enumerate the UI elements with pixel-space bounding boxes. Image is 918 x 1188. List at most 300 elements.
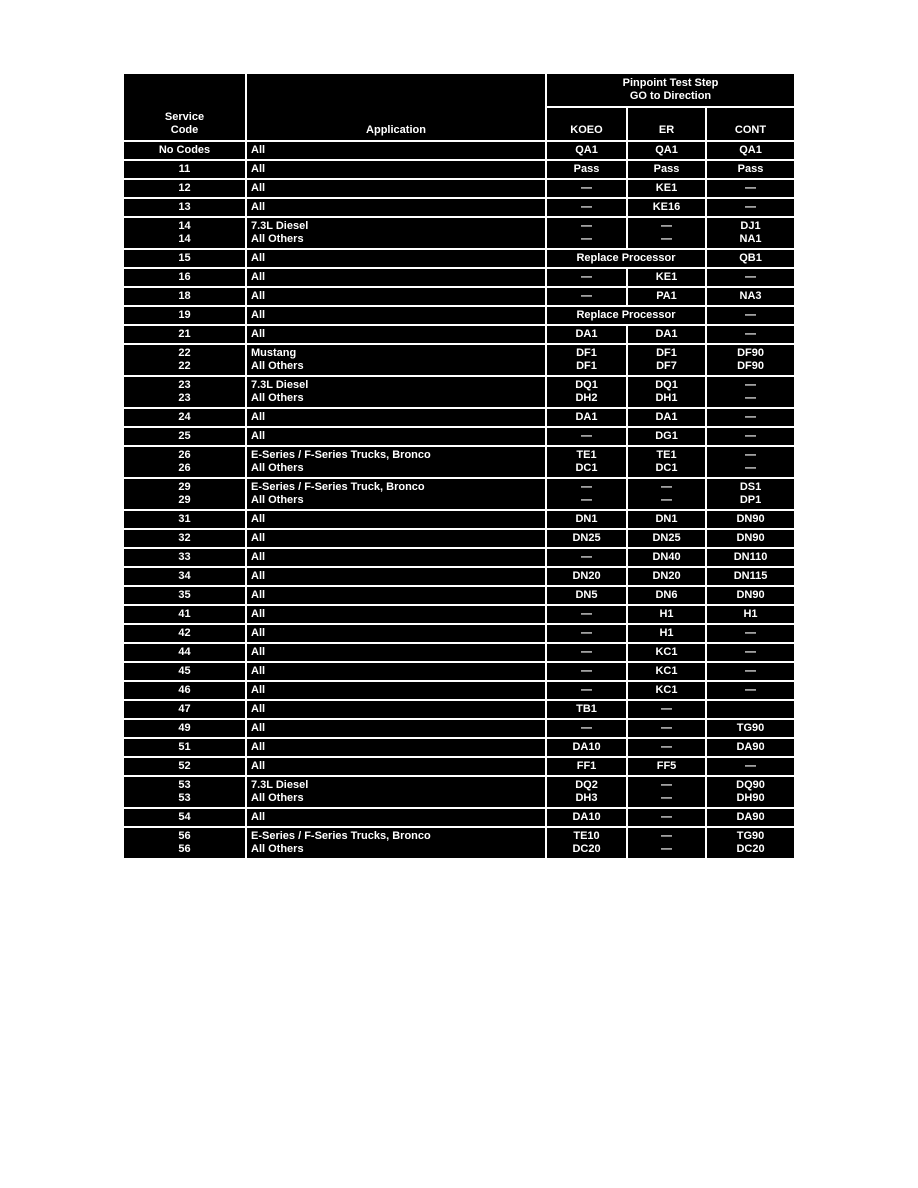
koeo-cell-line: — xyxy=(581,627,592,639)
koeo-cell-line: DN25 xyxy=(572,532,601,544)
cont-cell-line: — xyxy=(745,271,757,283)
service-code-cell-line: 35 xyxy=(178,589,191,601)
table-row xyxy=(124,701,794,720)
koeo-cell-line: DC20 xyxy=(572,843,601,855)
service-code-cell xyxy=(124,345,247,377)
application-cell-line: All Others xyxy=(251,360,304,372)
er-cell-line: — xyxy=(661,792,672,804)
application-cell-line: All xyxy=(251,811,266,823)
application-cell xyxy=(247,428,547,447)
table-row xyxy=(124,625,794,644)
table-row xyxy=(124,345,794,377)
table-row xyxy=(124,218,794,250)
application-cell xyxy=(247,511,547,530)
service-code-cell-line: 53 xyxy=(178,779,191,791)
application-cell-line: All xyxy=(251,513,266,525)
service-code-cell xyxy=(124,758,247,777)
replace-processor-cell xyxy=(547,307,707,326)
cont-cell-line: — xyxy=(745,646,757,658)
application-cell xyxy=(247,701,547,720)
cont-cell-line: DF90 xyxy=(737,360,764,372)
koeo-cell xyxy=(547,682,628,701)
service-code-cell xyxy=(124,479,247,511)
application-cell xyxy=(247,142,547,161)
table-body xyxy=(124,142,794,860)
er-cell xyxy=(628,199,707,218)
service-code-cell-line: 22 xyxy=(178,347,191,359)
koeo-cell-line: DA10 xyxy=(572,811,601,823)
application-cell xyxy=(247,587,547,606)
table-row xyxy=(124,568,794,587)
service-code-cell-line: 34 xyxy=(178,570,191,582)
cont-cell-line: — xyxy=(745,627,757,639)
er-cell xyxy=(628,606,707,625)
service-code-cell xyxy=(124,530,247,549)
koeo-cell xyxy=(547,479,628,511)
table-row xyxy=(124,739,794,758)
application-cell-line: Mustang xyxy=(251,347,297,359)
service-code-cell-line: 21 xyxy=(178,328,191,340)
koeo-cell-line: DN1 xyxy=(575,513,598,525)
table-row xyxy=(124,549,794,568)
cont-cell-line: — xyxy=(745,665,757,677)
er-cell xyxy=(628,568,707,587)
table-row xyxy=(124,758,794,777)
service-code-cell-line: 52 xyxy=(178,760,191,772)
koeo-cell xyxy=(547,739,628,758)
cont-header: CONT xyxy=(707,108,794,142)
service-code-header xyxy=(124,74,247,142)
application-cell-line: All xyxy=(251,665,266,677)
cont-cell xyxy=(707,447,794,479)
cont-cell xyxy=(707,479,794,511)
koeo-cell-line: — xyxy=(581,233,592,245)
application-cell xyxy=(247,409,547,428)
cont-cell xyxy=(707,161,794,180)
koeo-cell xyxy=(547,161,628,180)
cont-cell xyxy=(707,549,794,568)
service-code-cell xyxy=(124,199,247,218)
er-cell xyxy=(628,218,707,250)
koeo-cell-line: DH2 xyxy=(575,392,598,404)
er-cell-line: DN20 xyxy=(652,570,681,582)
application-cell-line: All xyxy=(251,722,266,734)
er-cell xyxy=(628,625,707,644)
er-cell xyxy=(628,530,707,549)
koeo-cell xyxy=(547,606,628,625)
er-cell-line: DH1 xyxy=(655,392,678,404)
application-cell-line: All xyxy=(251,646,266,658)
cont-cell xyxy=(707,218,794,250)
application-cell xyxy=(247,625,547,644)
cont-cell xyxy=(707,142,794,161)
er-cell xyxy=(628,682,707,701)
pinpoint-test-step-header xyxy=(547,74,794,108)
cont-cell xyxy=(707,307,794,326)
koeo-cell-line: DN20 xyxy=(572,570,601,582)
er-cell-line: KC1 xyxy=(655,646,678,658)
koeo-cell-line: TE1 xyxy=(576,449,597,461)
application-cell xyxy=(247,218,547,250)
koeo-cell-line: FF1 xyxy=(576,760,597,772)
service-code-cell xyxy=(124,682,247,701)
koeo-cell xyxy=(547,377,628,409)
er-cell-line: DC1 xyxy=(655,462,678,474)
cont-cell-line: DP1 xyxy=(739,494,762,506)
application-cell-line: All xyxy=(251,163,266,175)
er-cell-line: H1 xyxy=(659,627,674,639)
application-cell-line: All xyxy=(251,411,266,423)
application-cell-line: All xyxy=(251,252,266,264)
application-cell xyxy=(247,377,547,409)
koeo-cell-line: DF1 xyxy=(576,360,597,372)
application-cell-line: All xyxy=(251,741,266,753)
koeo-cell xyxy=(547,549,628,568)
cont-cell-line: DN90 xyxy=(736,532,765,544)
service-code-cell-line: 13 xyxy=(178,201,191,213)
koeo-cell xyxy=(547,828,628,860)
koeo-cell-line: — xyxy=(581,430,592,442)
er-cell-line: DA1 xyxy=(655,328,678,340)
application-cell-line: All xyxy=(251,290,266,302)
er-cell-line: DN25 xyxy=(652,532,681,544)
koeo-cell xyxy=(547,142,628,161)
cont-cell xyxy=(707,720,794,739)
cont-cell-line: QA1 xyxy=(739,144,762,156)
cont-cell-line: — xyxy=(745,379,757,391)
application-cell-line: All xyxy=(251,570,266,582)
koeo-cell xyxy=(547,777,628,809)
cont-cell xyxy=(707,345,794,377)
er-cell-line: — xyxy=(661,233,672,245)
er-cell xyxy=(628,428,707,447)
application-cell xyxy=(247,644,547,663)
service-code-cell xyxy=(124,326,247,345)
table-row xyxy=(124,409,794,428)
table-row xyxy=(124,142,794,161)
er-cell xyxy=(628,758,707,777)
er-cell xyxy=(628,701,707,720)
service-code-cell-line: 25 xyxy=(178,430,191,442)
cont-cell-line: QB1 xyxy=(739,252,762,264)
er-cell xyxy=(628,326,707,345)
koeo-cell xyxy=(547,530,628,549)
koeo-cell-line: TE10 xyxy=(573,830,600,842)
koeo-cell-line: DA1 xyxy=(575,411,598,423)
er-cell xyxy=(628,828,707,860)
application-cell xyxy=(247,530,547,549)
application-cell-line: All Others xyxy=(251,792,304,804)
application-cell xyxy=(247,250,547,269)
koeo-cell xyxy=(547,288,628,307)
koeo-cell xyxy=(547,345,628,377)
cont-cell-line: — xyxy=(745,760,757,772)
service-code-cell-line: 44 xyxy=(178,646,191,658)
application-cell xyxy=(247,199,547,218)
koeo-cell-line: — xyxy=(581,608,592,620)
koeo-cell xyxy=(547,701,628,720)
koeo-cell xyxy=(547,758,628,777)
cont-cell-line: — xyxy=(745,684,757,696)
cont-cell-line: — xyxy=(745,462,757,474)
er-cell-line: PA1 xyxy=(656,290,677,302)
service-code-cell-line: 23 xyxy=(178,379,191,391)
cont-cell xyxy=(707,809,794,828)
cont-cell-line: TG90 xyxy=(736,830,765,842)
er-cell-line: TE1 xyxy=(656,449,677,461)
cont-cell xyxy=(707,511,794,530)
application-cell-line: All xyxy=(251,608,266,620)
er-cell xyxy=(628,587,707,606)
service-code-cell xyxy=(124,739,247,758)
er-cell-line: Pass xyxy=(653,163,680,175)
pinpoint-header-line: GO to Direction xyxy=(629,90,712,102)
er-cell-line: DN40 xyxy=(652,551,681,563)
application-cell xyxy=(247,777,547,809)
service-code-cell-line: 16 xyxy=(178,271,191,283)
service-code-cell xyxy=(124,587,247,606)
application-cell-line: All Others xyxy=(251,233,304,245)
er-cell xyxy=(628,739,707,758)
service-code-cell xyxy=(124,377,247,409)
application-cell-line: All xyxy=(251,430,266,442)
service-code-table xyxy=(124,74,794,860)
table-row xyxy=(124,682,794,701)
koeo-cell-line: — xyxy=(581,290,592,302)
table-row xyxy=(124,809,794,828)
table-row xyxy=(124,644,794,663)
application-cell-line: All xyxy=(251,703,266,715)
cont-cell xyxy=(707,701,794,720)
er-cell xyxy=(628,180,707,199)
koeo-cell-line: — xyxy=(581,551,592,563)
replace-processor-text: Replace Processor xyxy=(576,252,676,264)
service-code-cell-line: 42 xyxy=(178,627,191,639)
table-row xyxy=(124,180,794,199)
er-cell-line: DN6 xyxy=(655,589,678,601)
service-code-cell xyxy=(124,428,247,447)
service-code-cell xyxy=(124,161,247,180)
service-code-cell-line: 53 xyxy=(178,792,191,804)
application-cell xyxy=(247,758,547,777)
koeo-cell-line: — xyxy=(581,271,592,283)
cont-cell-line: — xyxy=(745,449,757,461)
application-cell xyxy=(247,326,547,345)
table-row xyxy=(124,199,794,218)
application-cell xyxy=(247,307,547,326)
er-cell-line: DN1 xyxy=(655,513,678,525)
application-cell-line: 7.3L Diesel xyxy=(251,379,309,391)
service-code-cell xyxy=(124,180,247,199)
cont-cell xyxy=(707,663,794,682)
application-cell-line: E-Series / F-Series Trucks, Bronco xyxy=(251,449,431,461)
table-row xyxy=(124,428,794,447)
cont-cell-line: DC20 xyxy=(736,843,765,855)
table-row xyxy=(124,606,794,625)
koeo-cell xyxy=(547,199,628,218)
service-code-cell xyxy=(124,568,247,587)
koeo-cell-line: DA1 xyxy=(575,328,598,340)
koeo-cell-line: — xyxy=(581,201,592,213)
table-row xyxy=(124,307,794,326)
application-cell-line: All Others xyxy=(251,462,304,474)
koeo-cell-line: DH3 xyxy=(575,792,598,804)
service-code-cell-line: 31 xyxy=(178,513,191,525)
er-cell xyxy=(628,549,707,568)
application-cell xyxy=(247,288,547,307)
service-code-cell-line: No Codes xyxy=(158,144,211,156)
cont-cell xyxy=(707,828,794,860)
cont-cell xyxy=(707,288,794,307)
application-cell xyxy=(247,828,547,860)
service-code-cell-line: 41 xyxy=(178,608,191,620)
cont-cell xyxy=(707,269,794,288)
application-cell xyxy=(247,606,547,625)
application-cell-line: All xyxy=(251,760,266,772)
cont-cell-line: — xyxy=(745,182,757,194)
service-code-cell-line: 26 xyxy=(178,449,191,461)
table-row xyxy=(124,587,794,606)
er-cell-line: FF5 xyxy=(656,760,677,772)
cont-cell-line: NA3 xyxy=(739,290,762,302)
table-row xyxy=(124,288,794,307)
application-cell-line: All xyxy=(251,201,266,213)
er-cell xyxy=(628,479,707,511)
er-cell-line: DF7 xyxy=(656,360,677,372)
table-row xyxy=(124,530,794,549)
er-cell-line: KE1 xyxy=(655,182,678,194)
koeo-cell xyxy=(547,511,628,530)
service-code-cell-line: 15 xyxy=(178,252,191,264)
er-cell-line: DG1 xyxy=(655,430,678,442)
cont-cell xyxy=(707,428,794,447)
table-row xyxy=(124,777,794,809)
service-code-cell-line: 56 xyxy=(178,843,191,855)
application-cell-line: All Others xyxy=(251,843,304,855)
koeo-cell xyxy=(547,428,628,447)
application-cell xyxy=(247,447,547,479)
er-cell xyxy=(628,377,707,409)
cont-cell-line: DH90 xyxy=(736,792,765,804)
er-cell xyxy=(628,511,707,530)
service-code-cell-line: 56 xyxy=(178,830,191,842)
er-cell xyxy=(628,644,707,663)
er-cell xyxy=(628,269,707,288)
cont-cell-line: NA1 xyxy=(739,233,762,245)
koeo-cell-line: — xyxy=(581,665,592,677)
service-code-cell xyxy=(124,511,247,530)
koeo-cell xyxy=(547,409,628,428)
service-code-cell xyxy=(124,269,247,288)
pinpoint-header-line: Pinpoint Test Step xyxy=(622,77,719,89)
koeo-header: KOEO xyxy=(547,108,628,142)
table-row xyxy=(124,377,794,409)
service-code-header-line: Code xyxy=(170,124,199,136)
er-cell xyxy=(628,142,707,161)
koeo-cell xyxy=(547,720,628,739)
service-code-cell xyxy=(124,663,247,682)
service-code-cell-line: 12 xyxy=(178,182,191,194)
service-code-cell-line: 18 xyxy=(178,290,191,302)
service-code-cell-line: 22 xyxy=(178,360,191,372)
service-code-cell-line: 23 xyxy=(178,392,191,404)
er-cell-line: KE16 xyxy=(652,201,681,213)
koeo-cell-line: DC1 xyxy=(575,462,598,474)
application-cell-line: E-Series / F-Series Truck, Bronco xyxy=(251,481,425,493)
application-cell xyxy=(247,663,547,682)
cont-cell-line: — xyxy=(745,411,757,423)
er-cell-line: KC1 xyxy=(655,665,678,677)
cont-cell xyxy=(707,682,794,701)
er-cell-line: KC1 xyxy=(655,684,678,696)
er-cell xyxy=(628,345,707,377)
service-code-cell-line: 11 xyxy=(178,163,191,175)
cont-cell-line: DS1 xyxy=(739,481,762,493)
er-cell xyxy=(628,447,707,479)
service-code-cell xyxy=(124,447,247,479)
service-code-cell xyxy=(124,625,247,644)
koeo-cell xyxy=(547,568,628,587)
service-code-cell xyxy=(124,549,247,568)
application-cell xyxy=(247,269,547,288)
application-cell xyxy=(247,161,547,180)
cont-cell-line: Pass xyxy=(737,163,764,175)
er-cell-line: DF1 xyxy=(656,347,677,359)
koeo-cell-line: DF1 xyxy=(576,347,597,359)
cont-cell-line: DQ90 xyxy=(736,779,765,791)
koeo-cell xyxy=(547,447,628,479)
cont-cell xyxy=(707,758,794,777)
application-header: Application xyxy=(247,74,547,142)
er-cell-line: H1 xyxy=(659,608,674,620)
er-cell-line: — xyxy=(661,494,672,506)
application-cell xyxy=(247,549,547,568)
table-row xyxy=(124,326,794,345)
cont-cell xyxy=(707,606,794,625)
application-cell-line: All xyxy=(251,532,266,544)
service-code-cell xyxy=(124,644,247,663)
er-cell xyxy=(628,809,707,828)
application-cell-line: 7.3L Diesel xyxy=(251,779,309,791)
table-row xyxy=(124,828,794,860)
application-cell xyxy=(247,682,547,701)
cont-cell xyxy=(707,250,794,269)
koeo-cell xyxy=(547,644,628,663)
er-cell-line: — xyxy=(661,741,672,753)
koeo-cell-line: — xyxy=(581,494,592,506)
service-code-cell xyxy=(124,701,247,720)
service-code-cell xyxy=(124,809,247,828)
table-row xyxy=(124,479,794,511)
application-cell-line: All Others xyxy=(251,392,304,404)
service-code-cell-line: 14 xyxy=(178,220,191,232)
service-code-cell xyxy=(124,250,247,269)
koeo-cell xyxy=(547,269,628,288)
service-code-header-line: Service xyxy=(164,111,205,123)
application-cell-line: All xyxy=(251,589,266,601)
cont-cell-line: DA90 xyxy=(736,811,765,823)
service-code-cell xyxy=(124,307,247,326)
cont-cell-line: DN90 xyxy=(736,513,765,525)
application-cell-line: All xyxy=(251,551,266,563)
service-code-cell-line: 47 xyxy=(178,703,191,715)
service-code-cell xyxy=(124,288,247,307)
koeo-cell xyxy=(547,326,628,345)
application-cell-line: All xyxy=(251,627,266,639)
cont-cell-line: DA90 xyxy=(736,741,765,753)
application-cell xyxy=(247,568,547,587)
application-cell-line: E-Series / F-Series Trucks, Bronco xyxy=(251,830,431,842)
